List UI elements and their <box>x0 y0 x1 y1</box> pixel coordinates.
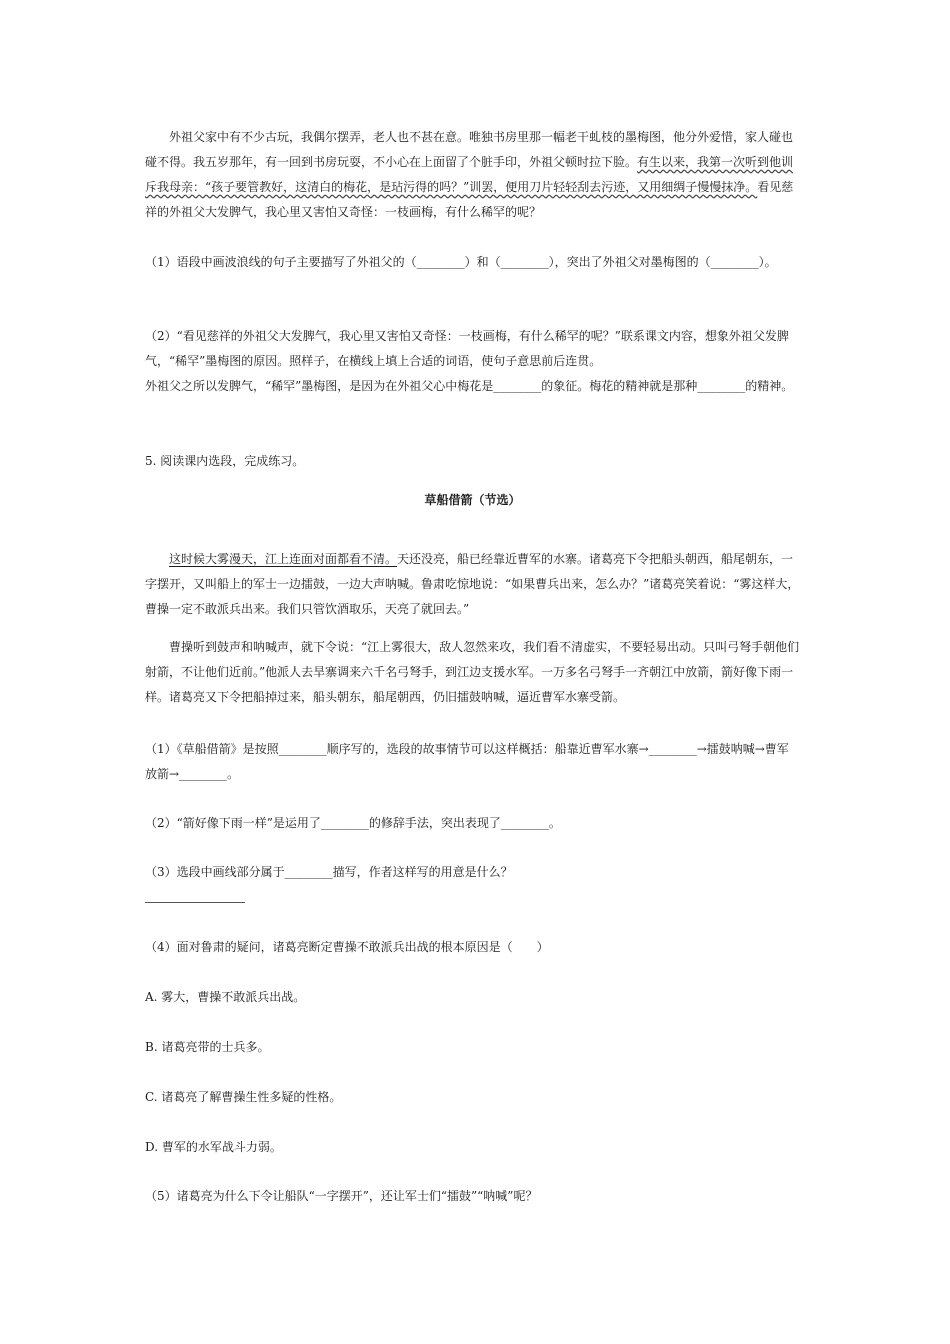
passage-2-title: 草船借箭（节选） <box>424 493 521 507</box>
question-5-5: （5）诸葛亮为什么下令让船队“一字摆开”，还让军士们“擂鼓”“呐喊”呢？ <box>145 1189 538 1203</box>
question-5-2: （2）“箭好像下雨一样”是运用了________的修辞手法，突出表现了________。 <box>145 816 561 830</box>
option-a: A. 雾大，曹操不敢派兵出战。 <box>145 990 306 1004</box>
option-b: B. 诸葛亮带的士兵多。 <box>145 1040 270 1054</box>
option-c: C. 诸葛亮了解曹操生性多疑的性格。 <box>145 1090 342 1104</box>
passage-2-paragraph-1-text: 天还没亮，船已经靠近曹军的水寨。诸葛亮下令把船头朝西，船尾朝东，一字摆开，又叫船上的军士一边擂鼓，一边大声呐喊。鲁肃吃惊地说：“如果曹兵出来，怎么办？”诸葛亮笑着说：“雾这样大，曹操一定不敢派兵出来。我们只管饮酒取乐，天亮了就回去。” <box>145 552 800 616</box>
option-d: D. 曹军的水军战斗力弱。 <box>145 1140 282 1154</box>
passage-1-text-b: 看见慈祥的外祖父大发脾气，我心里又害怕又奇怪：一枝画梅，有什么稀罕的呢？ <box>145 180 794 219</box>
question-5-4: （4）面对鲁肃的疑问，诸葛亮断定曹操不敢派兵出战的根本原因是（ ） <box>145 940 549 954</box>
question-4-2-fill: 外祖父之所以发脾气，“稀罕”墨梅图，是因为在外祖父心中梅花是________的象征。梅花的精神就是那种________的精神。 <box>145 379 794 393</box>
question-5-3: （3）选段中画线部分属于________描写，作者这样写的用意是什么？ <box>145 865 513 879</box>
passage-2-underlined-sentence: 这时候大雾漫天，江上连面对面都看不清。 <box>169 552 398 566</box>
passage-2-paragraph-2: 曹操听到鼓声和呐喊声，就下令说：“江上雾很大，敌人忽然来攻，我们看不清虚实，不要轻易出动。只叫弓弩手朝他们射箭，不让他们近前。”他派人去旱寨调来六千名弓弩手，到江边支援水军。一万多名弓弩手一齐朝江中放箭，箭好像下雨一样。诸葛亮又下令把船掉过来，船头朝东，船尾朝西，仍旧擂鼓呐喊，逼近曹军水寨受箭。 <box>145 640 800 704</box>
passage-1-wavy-sentence: 有生以来，我第一次听到他训斥我母亲：“孩子要管教好，这清白的梅花，是玷污得的吗？”训罢，便用刀片轻轻刮去污迹，又用细绸子慢慢抹净。 <box>145 155 794 194</box>
passage-2-paragraph-1 <box>145 547 800 622</box>
question-4-2-prompt: （2）“看见慈祥的外祖父大发脾气，我心里又害怕又奇怪：一枝画梅，有什么稀罕的呢？”联系课文内容，想象外祖父发脾气，“稀罕”墨梅图的原因。照样子，在横线上填上合适的词语，使句子意思前后连贯。 <box>145 329 789 368</box>
passage-1 <box>145 125 800 225</box>
question-5-intro: 5. 阅读课内选段，完成练习。 <box>145 454 305 468</box>
question-4-1: （1）语段中画波浪线的句子主要描写了外祖父的（________）和（________），突出了外祖父对墨梅图的（________）。 <box>145 255 777 269</box>
question-5-1: （1）《草船借箭》是按照________顺序写的，选段的故事情节可以这样概括：船靠近曹军水寨→________→擂鼓呐喊→曹军放箭→________。 <box>145 742 789 781</box>
answer-line[interactable] <box>145 902 245 903</box>
passage-1-text-a: 外祖父家中有不少古玩，我偶尔摆弄，老人也不甚在意。唯独书房里那一幅老干虬枝的墨梅图，他分外爱惜，家人碰也碰不得。我五岁那年，有一回到书房玩耍，不小心在上面留了个脏手印，外祖父顿时拉下脸。 <box>145 130 794 169</box>
